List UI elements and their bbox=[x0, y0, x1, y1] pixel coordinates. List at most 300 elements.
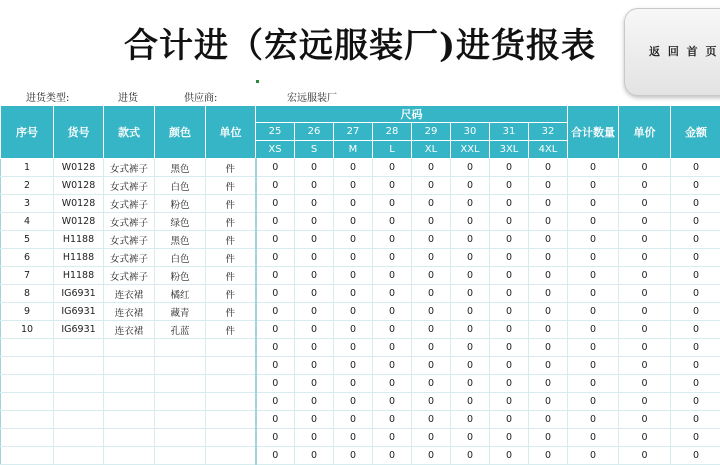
cell-amount[interactable]: 0 bbox=[671, 411, 720, 429]
cell-style[interactable] bbox=[104, 429, 155, 447]
cell-style[interactable] bbox=[104, 411, 155, 429]
cell-size-qty[interactable]: 0 bbox=[295, 321, 334, 339]
cell-unit[interactable]: 件 bbox=[206, 195, 256, 213]
cell-size-qty[interactable]: 0 bbox=[412, 375, 451, 393]
cell-size-qty[interactable]: 0 bbox=[334, 213, 373, 231]
cell-size-qty[interactable]: 0 bbox=[256, 393, 295, 411]
cell-color[interactable]: 粉色 bbox=[155, 195, 206, 213]
cell-size-qty[interactable]: 0 bbox=[490, 249, 529, 267]
cell-size-qty[interactable]: 0 bbox=[490, 411, 529, 429]
cell-size-qty[interactable]: 0 bbox=[373, 321, 412, 339]
cell-size-qty[interactable]: 0 bbox=[256, 285, 295, 303]
cell-size-qty[interactable]: 0 bbox=[529, 393, 568, 411]
cell-size-qty[interactable]: 0 bbox=[256, 411, 295, 429]
supplier-label: 供应商: bbox=[184, 89, 217, 104]
cell-size-qty[interactable]: 0 bbox=[412, 285, 451, 303]
cell-color[interactable]: 粉色 bbox=[155, 267, 206, 285]
cell-size-qty[interactable]: 0 bbox=[256, 321, 295, 339]
cell-total-qty[interactable]: 0 bbox=[568, 249, 619, 267]
cell-size-qty[interactable]: 0 bbox=[451, 231, 490, 249]
cell-size-qty[interactable]: 0 bbox=[295, 339, 334, 357]
cell-seq[interactable] bbox=[1, 411, 54, 429]
cell-size-qty[interactable]: 0 bbox=[295, 375, 334, 393]
cell-size-qty[interactable]: 0 bbox=[451, 393, 490, 411]
cell-size-qty[interactable]: 0 bbox=[373, 303, 412, 321]
cell-color[interactable] bbox=[155, 393, 206, 411]
cell-size-qty[interactable]: 0 bbox=[334, 339, 373, 357]
cell-style[interactable]: 连衣裙 bbox=[104, 321, 155, 339]
cell-unit-price[interactable]: 0 bbox=[619, 195, 671, 213]
cell-size-qty[interactable]: 0 bbox=[412, 393, 451, 411]
cell-unit-price[interactable]: 0 bbox=[619, 231, 671, 249]
cell-size-qty[interactable]: 0 bbox=[412, 177, 451, 195]
cell-size-qty[interactable]: 0 bbox=[295, 195, 334, 213]
cell-style[interactable] bbox=[104, 447, 155, 465]
cell-total-qty[interactable]: 0 bbox=[568, 231, 619, 249]
back-home-button[interactable]: 返 回 首 页 bbox=[624, 8, 720, 96]
cell-size-qty[interactable]: 0 bbox=[529, 303, 568, 321]
cell-item-no[interactable] bbox=[54, 357, 104, 375]
cell-style[interactable] bbox=[104, 357, 155, 375]
cell-color[interactable]: 绿色 bbox=[155, 213, 206, 231]
cell-size-qty[interactable]: 0 bbox=[295, 411, 334, 429]
cell-size-qty[interactable]: 0 bbox=[373, 285, 412, 303]
header-size-letter: XS bbox=[256, 141, 295, 159]
cell-amount[interactable]: 0 bbox=[671, 321, 720, 339]
header-unit: 单位 bbox=[206, 106, 256, 159]
cell-size-qty[interactable]: 0 bbox=[529, 339, 568, 357]
cell-style[interactable] bbox=[104, 339, 155, 357]
cell-size-qty[interactable]: 0 bbox=[373, 447, 412, 465]
cell-size-qty[interactable]: 0 bbox=[451, 375, 490, 393]
cell-unit[interactable]: 件 bbox=[206, 321, 256, 339]
cell-unit[interactable] bbox=[206, 357, 256, 375]
header-size-30: 30 bbox=[451, 123, 490, 141]
cell-size-qty[interactable]: 0 bbox=[334, 159, 373, 177]
cell-style[interactable] bbox=[104, 375, 155, 393]
cell-size-qty[interactable]: 0 bbox=[490, 231, 529, 249]
cell-size-qty[interactable]: 0 bbox=[529, 447, 568, 465]
cell-size-qty[interactable]: 0 bbox=[451, 249, 490, 267]
cell-size-qty[interactable]: 0 bbox=[451, 321, 490, 339]
cell-item-no[interactable]: W0128 bbox=[54, 213, 104, 231]
header-size-letter: M bbox=[334, 141, 373, 159]
cell-size-qty[interactable]: 0 bbox=[256, 447, 295, 465]
table-row bbox=[1, 393, 720, 411]
cell-size-qty[interactable]: 0 bbox=[373, 249, 412, 267]
cell-seq[interactable]: 8 bbox=[1, 285, 54, 303]
cell-item-no[interactable] bbox=[54, 447, 104, 465]
supplier-value[interactable]: 宏远服装厂 bbox=[287, 89, 337, 104]
cell-seq[interactable] bbox=[1, 375, 54, 393]
cell-total-qty[interactable]: 0 bbox=[568, 159, 619, 177]
header-color: 颜色 bbox=[155, 106, 206, 159]
cell-size-qty[interactable]: 0 bbox=[451, 429, 490, 447]
cell-seq[interactable]: 9 bbox=[1, 303, 54, 321]
header-item-no: 货号 bbox=[54, 106, 104, 159]
cell-size-qty[interactable]: 0 bbox=[529, 231, 568, 249]
cell-size-qty[interactable]: 0 bbox=[490, 357, 529, 375]
header-style: 款式 bbox=[104, 106, 155, 159]
cell-size-qty[interactable]: 0 bbox=[490, 195, 529, 213]
cell-size-qty[interactable]: 0 bbox=[412, 213, 451, 231]
cell-size-qty[interactable]: 0 bbox=[256, 375, 295, 393]
cell-size-qty[interactable]: 0 bbox=[373, 429, 412, 447]
cell-size-qty[interactable]: 0 bbox=[412, 357, 451, 375]
header-size-group: 尺码 bbox=[256, 106, 568, 123]
cell-size-qty[interactable]: 0 bbox=[529, 357, 568, 375]
cell-size-qty[interactable]: 0 bbox=[334, 375, 373, 393]
header-size-letter: S bbox=[295, 141, 334, 159]
cell-color[interactable]: 孔蓝 bbox=[155, 321, 206, 339]
cell-size-qty[interactable]: 0 bbox=[256, 249, 295, 267]
cell-total-qty[interactable]: 0 bbox=[568, 285, 619, 303]
cell-item-no[interactable]: W0128 bbox=[54, 159, 104, 177]
cell-amount[interactable]: 0 bbox=[671, 213, 720, 231]
cell-size-qty[interactable]: 0 bbox=[295, 177, 334, 195]
cell-total-qty[interactable]: 0 bbox=[568, 375, 619, 393]
cell-size-qty[interactable]: 0 bbox=[529, 213, 568, 231]
cell-color[interactable] bbox=[155, 447, 206, 465]
cell-seq[interactable]: 7 bbox=[1, 267, 54, 285]
header-size-letter: XL bbox=[412, 141, 451, 159]
cell-style[interactable]: 连衣裙 bbox=[104, 285, 155, 303]
cell-style[interactable]: 女式裤子 bbox=[104, 267, 155, 285]
cell-unit-price[interactable]: 0 bbox=[619, 411, 671, 429]
cell-size-qty[interactable]: 0 bbox=[412, 321, 451, 339]
cell-size-qty[interactable]: 0 bbox=[334, 429, 373, 447]
cell-size-qty[interactable]: 0 bbox=[529, 249, 568, 267]
cell-unit-price[interactable]: 0 bbox=[619, 213, 671, 231]
cell-size-qty[interactable]: 0 bbox=[256, 231, 295, 249]
table-row bbox=[1, 195, 720, 213]
cell-color[interactable]: 白色 bbox=[155, 177, 206, 195]
cell-size-qty[interactable]: 0 bbox=[334, 249, 373, 267]
cell-total-qty[interactable]: 0 bbox=[568, 339, 619, 357]
cell-style[interactable]: 女式裤子 bbox=[104, 231, 155, 249]
cell-amount[interactable]: 0 bbox=[671, 393, 720, 411]
cell-size-qty[interactable]: 0 bbox=[451, 447, 490, 465]
cell-unit-price[interactable]: 0 bbox=[619, 321, 671, 339]
cell-total-qty[interactable]: 0 bbox=[568, 393, 619, 411]
cell-style[interactable]: 女式裤子 bbox=[104, 195, 155, 213]
cell-size-qty[interactable]: 0 bbox=[373, 393, 412, 411]
cell-total-qty[interactable]: 0 bbox=[568, 357, 619, 375]
cell-size-qty[interactable]: 0 bbox=[256, 429, 295, 447]
cell-size-qty[interactable]: 0 bbox=[295, 303, 334, 321]
cell-size-qty[interactable]: 0 bbox=[490, 303, 529, 321]
cell-unit[interactable] bbox=[206, 339, 256, 357]
cell-unit[interactable] bbox=[206, 393, 256, 411]
cell-size-qty[interactable]: 0 bbox=[529, 429, 568, 447]
cell-size-qty[interactable]: 0 bbox=[529, 375, 568, 393]
cell-size-qty[interactable]: 0 bbox=[334, 195, 373, 213]
cell-size-qty[interactable]: 0 bbox=[412, 447, 451, 465]
cell-size-qty[interactable]: 0 bbox=[256, 339, 295, 357]
cell-color[interactable]: 白色 bbox=[155, 249, 206, 267]
cell-size-qty[interactable]: 0 bbox=[334, 321, 373, 339]
cell-seq[interactable] bbox=[1, 447, 54, 465]
cell-unit[interactable]: 件 bbox=[206, 159, 256, 177]
cell-size-qty[interactable]: 0 bbox=[451, 177, 490, 195]
cell-item-no[interactable]: IG6931 bbox=[54, 303, 104, 321]
cell-item-no[interactable] bbox=[54, 393, 104, 411]
cell-unit-price[interactable]: 0 bbox=[619, 357, 671, 375]
cell-seq[interactable]: 4 bbox=[1, 213, 54, 231]
cell-item-no[interactable] bbox=[54, 429, 104, 447]
cell-size-qty[interactable]: 0 bbox=[373, 231, 412, 249]
cell-item-no[interactable]: H1188 bbox=[54, 267, 104, 285]
cell-size-qty[interactable]: 0 bbox=[451, 285, 490, 303]
cell-amount[interactable]: 0 bbox=[671, 267, 720, 285]
cell-amount[interactable]: 0 bbox=[671, 231, 720, 249]
cell-color[interactable]: 橘红 bbox=[155, 285, 206, 303]
cell-unit[interactable]: 件 bbox=[206, 231, 256, 249]
cell-color[interactable] bbox=[155, 339, 206, 357]
cell-unit[interactable]: 件 bbox=[206, 177, 256, 195]
cell-item-no[interactable] bbox=[54, 375, 104, 393]
cell-style[interactable]: 女式裤子 bbox=[104, 159, 155, 177]
cell-item-no[interactable] bbox=[54, 339, 104, 357]
cell-total-qty[interactable]: 0 bbox=[568, 267, 619, 285]
cell-unit[interactable] bbox=[206, 375, 256, 393]
cell-color[interactable]: 黑色 bbox=[155, 231, 206, 249]
cell-item-no[interactable]: H1188 bbox=[54, 231, 104, 249]
cell-size-qty[interactable]: 0 bbox=[295, 249, 334, 267]
cell-unit[interactable] bbox=[206, 411, 256, 429]
cell-size-qty[interactable]: 0 bbox=[490, 159, 529, 177]
cell-size-qty[interactable]: 0 bbox=[490, 429, 529, 447]
cell-size-qty[interactable]: 0 bbox=[490, 321, 529, 339]
cell-unit-price[interactable]: 0 bbox=[619, 393, 671, 411]
cell-size-qty[interactable]: 0 bbox=[334, 447, 373, 465]
cell-size-qty[interactable]: 0 bbox=[373, 159, 412, 177]
table-row bbox=[1, 267, 720, 285]
cell-amount[interactable]: 0 bbox=[671, 339, 720, 357]
header-size-letter: 4XL bbox=[529, 141, 568, 159]
cell-item-no[interactable]: IG6931 bbox=[54, 285, 104, 303]
cell-seq[interactable] bbox=[1, 429, 54, 447]
cell-color[interactable] bbox=[155, 357, 206, 375]
cell-color[interactable]: 藏青 bbox=[155, 303, 206, 321]
cell-unit[interactable] bbox=[206, 447, 256, 465]
cell-unit-price[interactable]: 0 bbox=[619, 429, 671, 447]
cell-unit[interactable]: 件 bbox=[206, 249, 256, 267]
cell-size-qty[interactable]: 0 bbox=[373, 357, 412, 375]
header-size-28: 28 bbox=[373, 123, 412, 141]
cell-seq[interactable]: 2 bbox=[1, 177, 54, 195]
cell-size-qty[interactable]: 0 bbox=[412, 411, 451, 429]
cell-unit[interactable]: 件 bbox=[206, 267, 256, 285]
cell-unit[interactable]: 件 bbox=[206, 285, 256, 303]
cell-seq[interactable]: 3 bbox=[1, 195, 54, 213]
cell-style[interactable]: 连衣裙 bbox=[104, 303, 155, 321]
table-row bbox=[1, 249, 720, 267]
cell-size-qty[interactable]: 0 bbox=[490, 285, 529, 303]
cell-size-qty[interactable]: 0 bbox=[256, 213, 295, 231]
report-title: 合计进（宏远服装厂)进货报表 bbox=[0, 18, 720, 67]
cell-size-qty[interactable]: 0 bbox=[334, 267, 373, 285]
cell-size-qty[interactable]: 0 bbox=[295, 267, 334, 285]
cell-size-qty[interactable]: 0 bbox=[529, 195, 568, 213]
cell-unit-price[interactable]: 0 bbox=[619, 267, 671, 285]
cell-size-qty[interactable]: 0 bbox=[529, 267, 568, 285]
cell-style[interactable]: 女式裤子 bbox=[104, 177, 155, 195]
cell-total-qty[interactable]: 0 bbox=[568, 177, 619, 195]
table-row bbox=[1, 303, 720, 321]
cell-size-qty[interactable]: 0 bbox=[490, 213, 529, 231]
cell-color[interactable] bbox=[155, 429, 206, 447]
cell-size-qty[interactable]: 0 bbox=[490, 375, 529, 393]
cell-total-qty[interactable]: 0 bbox=[568, 447, 619, 465]
cell-size-qty[interactable]: 0 bbox=[412, 195, 451, 213]
cell-size-qty[interactable]: 0 bbox=[490, 393, 529, 411]
cell-size-qty[interactable]: 0 bbox=[334, 177, 373, 195]
cell-size-qty[interactable]: 0 bbox=[490, 447, 529, 465]
cell-item-no[interactable]: IG6931 bbox=[54, 321, 104, 339]
cell-style[interactable]: 女式裤子 bbox=[104, 249, 155, 267]
cell-size-qty[interactable]: 0 bbox=[295, 285, 334, 303]
cell-size-qty[interactable]: 0 bbox=[490, 267, 529, 285]
cell-total-qty[interactable]: 0 bbox=[568, 321, 619, 339]
cell-color[interactable]: 黑色 bbox=[155, 159, 206, 177]
cell-unit-price[interactable]: 0 bbox=[619, 159, 671, 177]
cell-unit-price[interactable]: 0 bbox=[619, 285, 671, 303]
cell-amount[interactable]: 0 bbox=[671, 249, 720, 267]
cell-size-qty[interactable]: 0 bbox=[451, 159, 490, 177]
cell-size-qty[interactable]: 0 bbox=[412, 429, 451, 447]
cell-total-qty[interactable]: 0 bbox=[568, 411, 619, 429]
cell-size-qty[interactable]: 0 bbox=[451, 339, 490, 357]
cell-total-qty[interactable]: 0 bbox=[568, 195, 619, 213]
cell-size-qty[interactable]: 0 bbox=[256, 303, 295, 321]
cell-size-qty[interactable]: 0 bbox=[256, 159, 295, 177]
cell-size-qty[interactable]: 0 bbox=[451, 213, 490, 231]
cell-unit-price[interactable]: 0 bbox=[619, 447, 671, 465]
cell-size-qty[interactable]: 0 bbox=[529, 285, 568, 303]
cell-seq[interactable]: 5 bbox=[1, 231, 54, 249]
cell-size-qty[interactable]: 0 bbox=[412, 303, 451, 321]
cell-size-qty[interactable]: 0 bbox=[373, 177, 412, 195]
purchase-type-value[interactable]: 进货 bbox=[118, 89, 138, 104]
cell-size-qty[interactable]: 0 bbox=[451, 357, 490, 375]
cell-size-qty[interactable]: 0 bbox=[412, 231, 451, 249]
cell-amount[interactable]: 0 bbox=[671, 447, 720, 465]
cell-size-qty[interactable]: 0 bbox=[373, 339, 412, 357]
cell-style[interactable] bbox=[104, 393, 155, 411]
cell-amount[interactable]: 0 bbox=[671, 357, 720, 375]
table-row bbox=[1, 159, 720, 177]
cell-size-qty[interactable]: 0 bbox=[451, 195, 490, 213]
cell-unit-price[interactable]: 0 bbox=[619, 249, 671, 267]
cell-size-qty[interactable]: 0 bbox=[334, 393, 373, 411]
cell-size-qty[interactable]: 0 bbox=[529, 159, 568, 177]
cell-seq[interactable]: 1 bbox=[1, 159, 54, 177]
cell-size-qty[interactable]: 0 bbox=[412, 159, 451, 177]
cell-seq[interactable] bbox=[1, 357, 54, 375]
cell-seq[interactable]: 6 bbox=[1, 249, 54, 267]
cell-size-qty[interactable]: 0 bbox=[295, 213, 334, 231]
cell-item-no[interactable]: W0128 bbox=[54, 195, 104, 213]
cell-size-qty[interactable]: 0 bbox=[295, 231, 334, 249]
cell-total-qty[interactable]: 0 bbox=[568, 429, 619, 447]
cell-size-qty[interactable]: 0 bbox=[334, 411, 373, 429]
cell-unit-price[interactable]: 0 bbox=[619, 339, 671, 357]
cell-size-qty[interactable]: 0 bbox=[529, 177, 568, 195]
cell-size-qty[interactable]: 0 bbox=[256, 357, 295, 375]
cell-style[interactable]: 女式裤子 bbox=[104, 213, 155, 231]
cell-size-qty[interactable]: 0 bbox=[373, 267, 412, 285]
cell-size-qty[interactable]: 0 bbox=[295, 159, 334, 177]
header-size-29: 29 bbox=[412, 123, 451, 141]
cell-unit-price[interactable]: 0 bbox=[619, 177, 671, 195]
cell-size-qty[interactable]: 0 bbox=[256, 195, 295, 213]
header-size-31: 31 bbox=[490, 123, 529, 141]
cell-size-qty[interactable]: 0 bbox=[334, 357, 373, 375]
cell-amount[interactable]: 0 bbox=[671, 375, 720, 393]
cell-amount[interactable]: 0 bbox=[671, 177, 720, 195]
cell-size-qty[interactable]: 0 bbox=[451, 411, 490, 429]
cell-color[interactable] bbox=[155, 411, 206, 429]
cell-size-qty[interactable]: 0 bbox=[451, 303, 490, 321]
cell-size-qty[interactable]: 0 bbox=[295, 357, 334, 375]
cell-unit-price[interactable]: 0 bbox=[619, 375, 671, 393]
cell-size-qty[interactable]: 0 bbox=[412, 267, 451, 285]
cell-size-qty[interactable]: 0 bbox=[295, 429, 334, 447]
cell-seq[interactable]: 10 bbox=[1, 321, 54, 339]
cell-size-qty[interactable]: 0 bbox=[373, 195, 412, 213]
cell-unit-price[interactable]: 0 bbox=[619, 303, 671, 321]
cell-amount[interactable]: 0 bbox=[671, 195, 720, 213]
table-row bbox=[1, 213, 720, 231]
cell-amount[interactable]: 0 bbox=[671, 159, 720, 177]
cell-size-qty[interactable]: 0 bbox=[295, 393, 334, 411]
cell-seq[interactable] bbox=[1, 339, 54, 357]
cell-color[interactable] bbox=[155, 375, 206, 393]
cell-amount[interactable]: 0 bbox=[671, 285, 720, 303]
cell-item-no[interactable]: H1188 bbox=[54, 249, 104, 267]
cell-size-qty[interactable]: 0 bbox=[451, 267, 490, 285]
cell-size-qty[interactable]: 0 bbox=[334, 285, 373, 303]
cell-total-qty[interactable]: 0 bbox=[568, 303, 619, 321]
cell-item-no[interactable] bbox=[54, 411, 104, 429]
cell-amount[interactable]: 0 bbox=[671, 429, 720, 447]
cell-size-qty[interactable]: 0 bbox=[490, 177, 529, 195]
cell-size-qty[interactable]: 0 bbox=[334, 303, 373, 321]
cell-amount[interactable]: 0 bbox=[671, 303, 720, 321]
cell-item-no[interactable]: W0128 bbox=[54, 177, 104, 195]
cell-unit[interactable]: 件 bbox=[206, 303, 256, 321]
cell-size-qty[interactable]: 0 bbox=[373, 213, 412, 231]
cell-size-qty[interactable]: 0 bbox=[373, 411, 412, 429]
cell-size-qty[interactable]: 0 bbox=[256, 267, 295, 285]
table-row bbox=[1, 339, 720, 357]
cell-size-qty[interactable]: 0 bbox=[256, 177, 295, 195]
cell-size-qty[interactable]: 0 bbox=[412, 339, 451, 357]
cell-size-qty[interactable]: 0 bbox=[295, 447, 334, 465]
cell-unit[interactable]: 件 bbox=[206, 213, 256, 231]
cell-total-qty[interactable]: 0 bbox=[568, 213, 619, 231]
cell-size-qty[interactable]: 0 bbox=[529, 321, 568, 339]
cell-size-qty[interactable]: 0 bbox=[529, 411, 568, 429]
cell-seq[interactable] bbox=[1, 393, 54, 411]
cell-size-qty[interactable]: 0 bbox=[412, 249, 451, 267]
cell-size-qty[interactable]: 0 bbox=[373, 375, 412, 393]
cell-size-qty[interactable]: 0 bbox=[490, 339, 529, 357]
header-amount: 金额 bbox=[671, 106, 720, 159]
cell-size-qty[interactable]: 0 bbox=[334, 231, 373, 249]
cell-unit[interactable] bbox=[206, 429, 256, 447]
